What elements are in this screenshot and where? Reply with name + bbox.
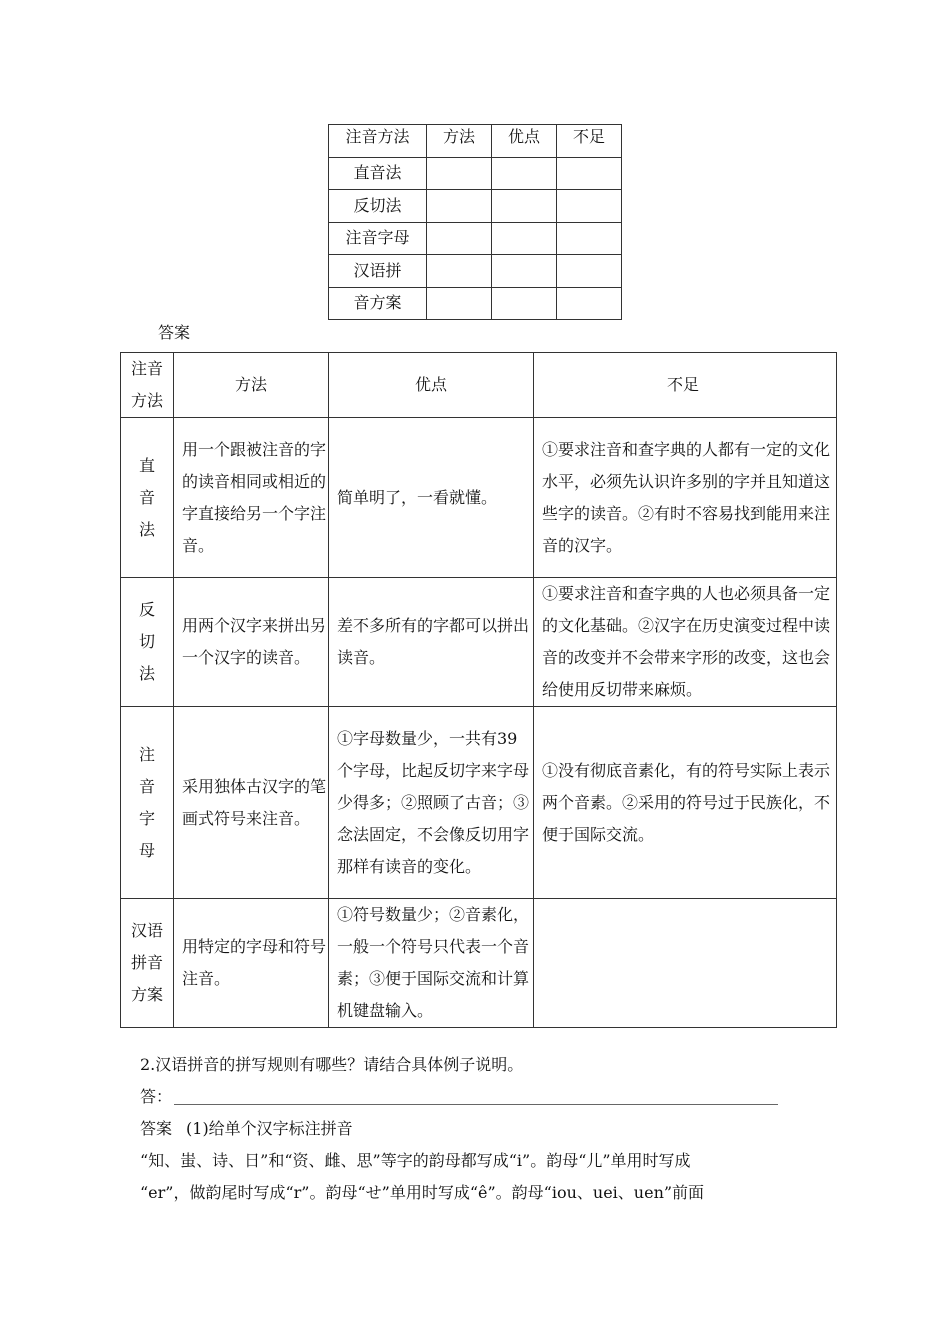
answer-blank-line <box>140 1086 778 1108</box>
blank-cell <box>557 287 622 320</box>
blank-table-row <box>329 287 622 320</box>
row-method: 用两个汉字来拼出另一个汉字的读音。 <box>174 578 329 707</box>
answer-table-header-row <box>121 353 837 418</box>
blank-cell <box>427 287 492 320</box>
answer-underline <box>174 1090 778 1105</box>
row-method: 用一个跟被注音的字的读音相同或相近的字直接给另一个字注音。 <box>174 418 329 578</box>
blank-table-row <box>329 222 622 255</box>
blank-cell <box>557 222 622 255</box>
blank-row-label: 直音法 <box>329 157 427 190</box>
answer-2-label: 答案 <box>140 1119 173 1138</box>
row-cons: ①要求注音和查字典的人也必须具备一定的文化基础。②汉字在历史演变过程中读音的改变并不会带来字形的改变，这也会给使用反切带来麻烦。 <box>534 578 837 707</box>
blank-row-label: 注音字母 <box>329 222 427 255</box>
blank-cell <box>557 255 622 288</box>
blank-table-row <box>329 255 622 288</box>
row-method-name: 直音法 <box>121 418 174 578</box>
blank-header-method: 方法 <box>427 125 492 158</box>
blank-table-row <box>329 190 622 223</box>
answer-table-row <box>121 578 837 707</box>
answer-table <box>120 352 837 1028</box>
answer-prompt: 答： <box>140 1087 173 1106</box>
question-2: 2.汉语拼音的拼写规则有哪些？请结合具体例子说明。 <box>140 1055 524 1074</box>
blank-cell <box>557 190 622 223</box>
blank-cell <box>492 255 557 288</box>
row-pros: 差不多所有的字都可以拼出读音。 <box>329 578 534 707</box>
row-cons: ①没有彻底音素化，有的符号实际上表示两个音素。②采用的符号过于民族化，不便于国际交流。 <box>534 707 837 899</box>
blank-table-header-row <box>329 125 622 158</box>
row-cons: ①要求注音和查字典的人都有一定的文化水平，必须先认识许多别的字并且知道这些字的读音。②有时不容易找到能用来注音的汉字。 <box>534 418 837 578</box>
header-method: 方法 <box>174 353 329 418</box>
answer-2-text-line-2: “er”，做韵尾时写成“r”。韵母“せ”单用时写成“ê”。韵母“iou、uei、uen”前面 <box>140 1183 705 1202</box>
answer-2-heading: (1)给单个汉字标注拼音 <box>186 1119 353 1138</box>
header-method-name: 注音方法 <box>121 353 174 418</box>
blank-header-cons: 不足 <box>557 125 622 158</box>
row-method: 采用独体古汉字的笔画式符号来注音。 <box>174 707 329 899</box>
blank-cell <box>427 255 492 288</box>
row-method-name: 汉语拼音方案 <box>121 899 174 1028</box>
blank-row-label: 汉语拼 <box>329 255 427 288</box>
header-cons: 不足 <box>534 353 837 418</box>
row-method-name: 注音字母 <box>121 707 174 899</box>
answer-table-row <box>121 899 837 1028</box>
blank-cell <box>492 157 557 190</box>
answer-2-text-line-1: “知、蚩、诗、日”和“资、雌、思”等字的韵母都写成“i”。韵母“儿”单用时写成 <box>140 1151 691 1170</box>
blank-table-row <box>329 157 622 190</box>
row-pros: ①字母数量少，一共有39个字母，比起反切字来字母少得多；②照顾了古音；③念法固定，不会像反切用字那样有读音的变化。 <box>329 707 534 899</box>
blank-cell <box>427 157 492 190</box>
blank-header-pros: 优点 <box>492 125 557 158</box>
blank-cell <box>492 190 557 223</box>
row-method-name: 反切法 <box>121 578 174 707</box>
row-cons <box>534 899 837 1028</box>
blank-cell <box>492 222 557 255</box>
blank-row-label: 音方案 <box>329 287 427 320</box>
row-method: 用特定的字母和符号注音。 <box>174 899 329 1028</box>
blank-row-label: 反切法 <box>329 190 427 223</box>
header-pros: 优点 <box>329 353 534 418</box>
blank-cell <box>557 157 622 190</box>
answer-label: 答案 <box>158 323 191 342</box>
answer-2-heading-line <box>140 1118 353 1140</box>
blank-cell <box>427 222 492 255</box>
blank-cell <box>427 190 492 223</box>
answer-table-row <box>121 418 837 578</box>
blank-header-method-name: 注音方法 <box>329 125 427 158</box>
answer-table-row <box>121 707 837 899</box>
row-pros: ①符号数量少；②音素化，一般一个符号只代表一个音素；③便于国际交流和计算机键盘输入。 <box>329 899 534 1028</box>
row-pros: 简单明了，一看就懂。 <box>329 418 534 578</box>
blank-worksheet-table <box>328 124 622 320</box>
blank-cell <box>492 287 557 320</box>
